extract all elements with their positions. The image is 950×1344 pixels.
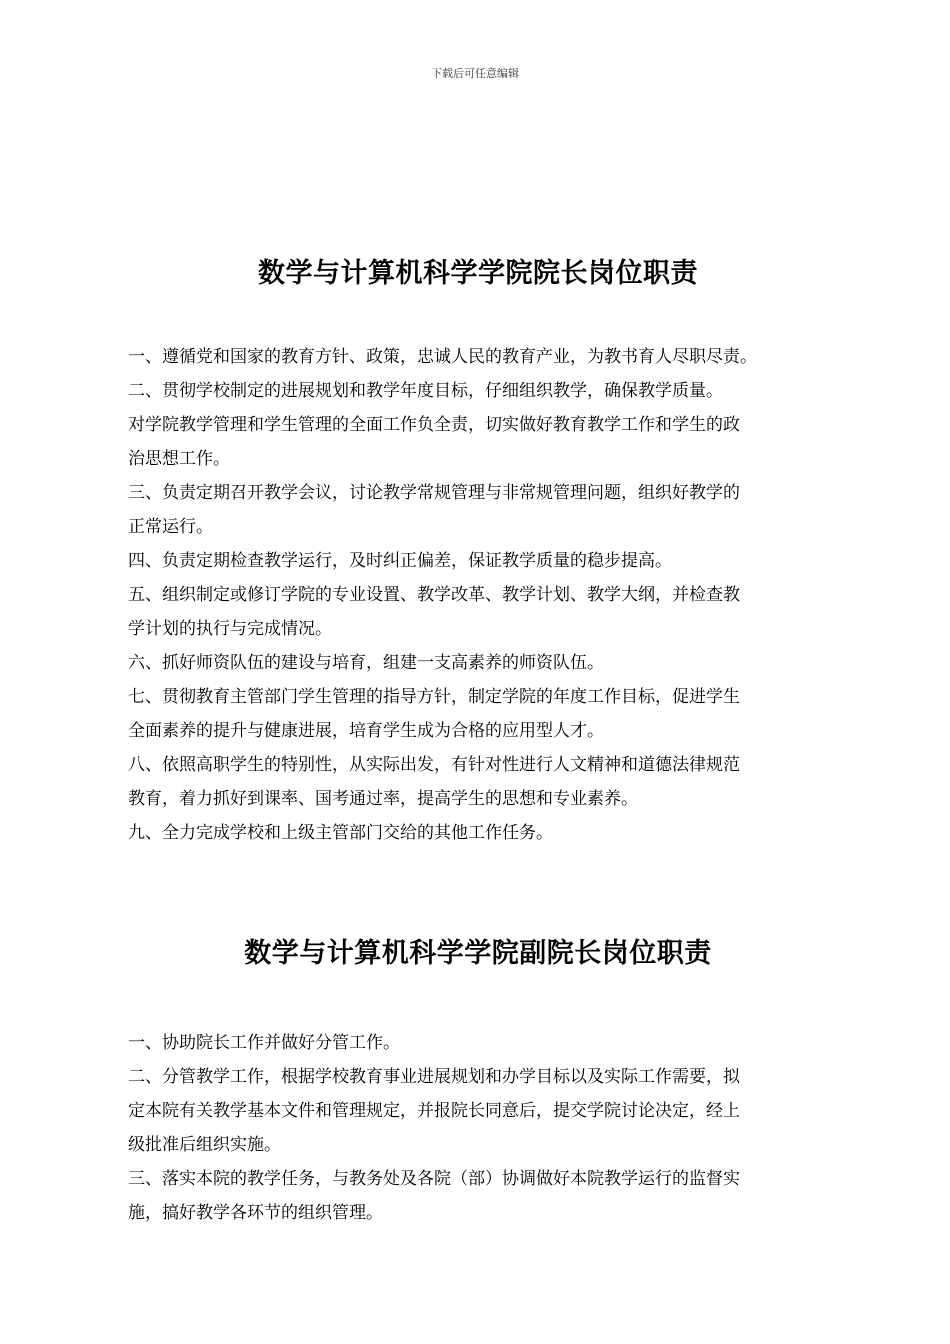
vice-dean-duties-section: [128, 934, 828, 1230]
duty-line: 一、遵循党和国家的教育方针、政策，忠诚人民的教育产业，为教书育人尽职尽责。: [128, 347, 757, 367]
duty-line: 八、依照高职学生的特别性，从实际出发，有针对性进行人文精神和道德法律规范: [128, 755, 740, 775]
dean-duties-section: [128, 254, 828, 850]
duty-line: 五、组织制定或修订学院的专业设置、教学改革、教学计划、教学大纲，并检查教: [128, 585, 740, 605]
duty-line: 三、负责定期召开教学会议，讨论教学常规管理与非常规管理问题，组织好教学的: [128, 483, 740, 503]
page-header-note: 下载后可任意编辑: [431, 67, 519, 80]
duty-line: 一、协助院长工作并做好分管工作。: [128, 1033, 400, 1053]
duty-line: 二、贯彻学校制定的进展规划和教学年度目标，仔细组织教学，确保教学质量。: [128, 381, 723, 401]
duty-line: 正常运行。: [128, 517, 213, 537]
duty-line: 施，搞好教学各环节的组织管理。: [128, 1203, 383, 1223]
duty-line: 七、贯彻教育主管部门学生管理的指导方针，制定学院的年度工作目标，促进学生: [128, 687, 740, 707]
duty-line: 治思想工作。: [128, 449, 230, 469]
duty-line: 对学院教学管理和学生管理的全面工作负全责，切实做好教育教学工作和学生的政: [128, 415, 740, 435]
duty-line: 定本院有关教学基本文件和管理规定，并报院长同意后，提交学院讨论决定，经上: [128, 1101, 740, 1121]
duties-list: [128, 340, 828, 850]
duty-line: 级批准后组织实施。: [128, 1135, 281, 1155]
section-title: 数学与计算机科学学院院长岗位职责: [258, 258, 698, 289]
duty-line: 三、落实本院的教学任务，与教务处及各院（部）协调做好本院教学运行的监督实: [128, 1169, 740, 1189]
duty-line: 教育，着力抓好到课率、国考通过率，提高学生的思想和专业素养。: [128, 789, 638, 809]
section-title: 数学与计算机科学学院副院长岗位职责: [244, 938, 712, 969]
duty-line: 全面素养的提升与健康进展，培育学生成为合格的应用型人才。: [128, 721, 604, 741]
duties-list: [128, 1026, 828, 1230]
duty-line: 二、分管教学工作，根据学校教育事业进展规划和办学目标以及实际工作需要，拟: [128, 1067, 740, 1087]
duty-line: 九、全力完成学校和上级主管部门交给的其他工作任务。: [128, 823, 553, 843]
duty-line: 六、抓好师资队伍的建设与培育，组建一支高素养的师资队伍。: [128, 653, 604, 673]
duty-line: 学计划的执行与完成情况。: [128, 619, 332, 639]
duty-line: 四、负责定期检查教学运行，及时纠正偏差，保证教学质量的稳步提高。: [128, 551, 672, 571]
